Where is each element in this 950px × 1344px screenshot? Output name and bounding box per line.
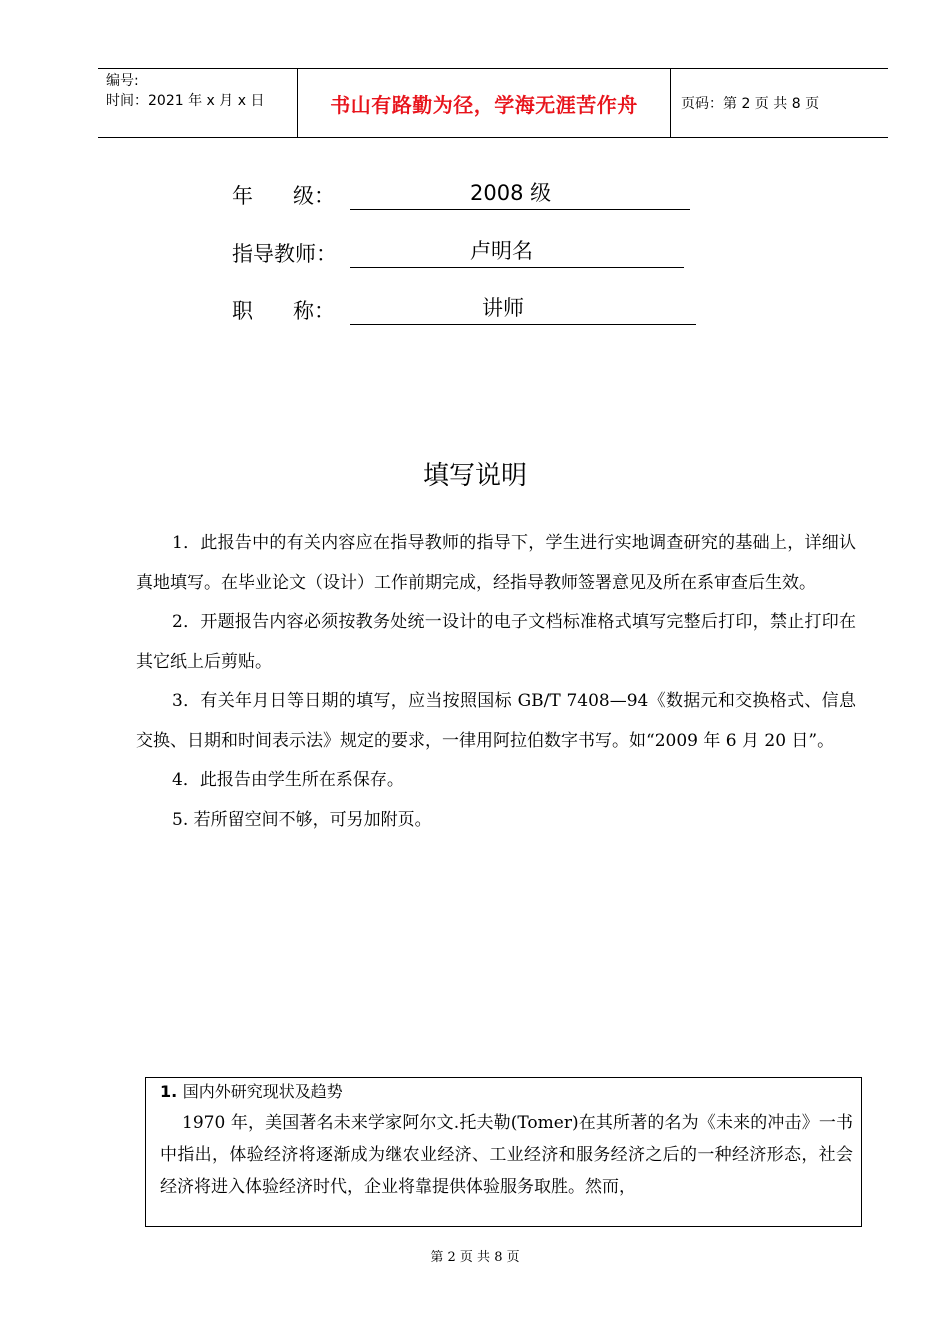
header-meta bbox=[98, 69, 298, 137]
grade-field bbox=[232, 178, 690, 210]
document-number-label: 编号: bbox=[106, 73, 139, 89]
title-field bbox=[232, 293, 696, 325]
title-label: 职 称： bbox=[232, 299, 336, 323]
advisor-field bbox=[232, 236, 684, 268]
research-status-title bbox=[160, 1081, 853, 1103]
grade-value: 2008 级 bbox=[470, 181, 552, 205]
instruction-item: 5. 若所留空间不够，可另加附页。 bbox=[172, 809, 432, 830]
grade-label: 年 级： bbox=[232, 184, 336, 208]
page-header bbox=[98, 68, 888, 138]
advisor-label: 指导教师： bbox=[232, 242, 337, 266]
advisor-value: 卢明名 bbox=[470, 239, 533, 263]
document-time-label: 时间：2021 年 x 月 x 日 bbox=[106, 93, 265, 109]
research-status-body: 1970 年，美国著名未来学家阿尔文.托夫勒(Tomer)在其所著的名为《未来的冲击》一书中指出，体验经济将逐渐成为继农业经济、工业经济和服务经济之后的一种经济形态，社会经济将进入体验经济时代，企业将靠提供体验服务取胜。然而， bbox=[160, 1113, 853, 1197]
research-section-title: 国内外研究现状及趋势 bbox=[182, 1082, 343, 1101]
header-motto: 书山有路勤为径，学海无涯苦作舟 bbox=[298, 69, 671, 137]
title-value: 讲师 bbox=[482, 296, 524, 320]
instructions-list bbox=[136, 524, 856, 840]
research-status-box bbox=[145, 1077, 862, 1227]
research-section-number: 1. bbox=[160, 1082, 178, 1101]
page-footer: 第 2 页 共 8 页 bbox=[430, 1250, 520, 1265]
instruction-item: 2．开题报告内容必须按教务处统一设计的电子文档标准格式填写完整后打印，禁止打印在其它纸上后剪贴。 bbox=[136, 612, 856, 672]
instruction-item: 3．有关年月日等日期的填写，应当按照国标 GB/T 7408—94《数据元和交换格式、信息交换、日期和时间表示法》规定的要求，一律用阿拉伯数字书写。如“2009 年 6 月 20 日”。 bbox=[136, 691, 856, 751]
instructions-heading: 填写说明 bbox=[422, 461, 527, 491]
advisor-line bbox=[350, 239, 684, 268]
grade-line bbox=[350, 181, 690, 210]
instruction-item: 1．此报告中的有关内容应在指导教师的指导下，学生进行实地调查研究的基础上，详细认真地填写。在毕业论文（设计）工作前期完成，经指导教师签署意见及所在系审查后生效。 bbox=[136, 533, 856, 593]
instruction-item: 4．此报告由学生所在系保存。 bbox=[172, 770, 404, 790]
header-page-code: 页码：第 2 页 共 8 页 bbox=[681, 96, 820, 112]
title-line bbox=[350, 296, 696, 325]
